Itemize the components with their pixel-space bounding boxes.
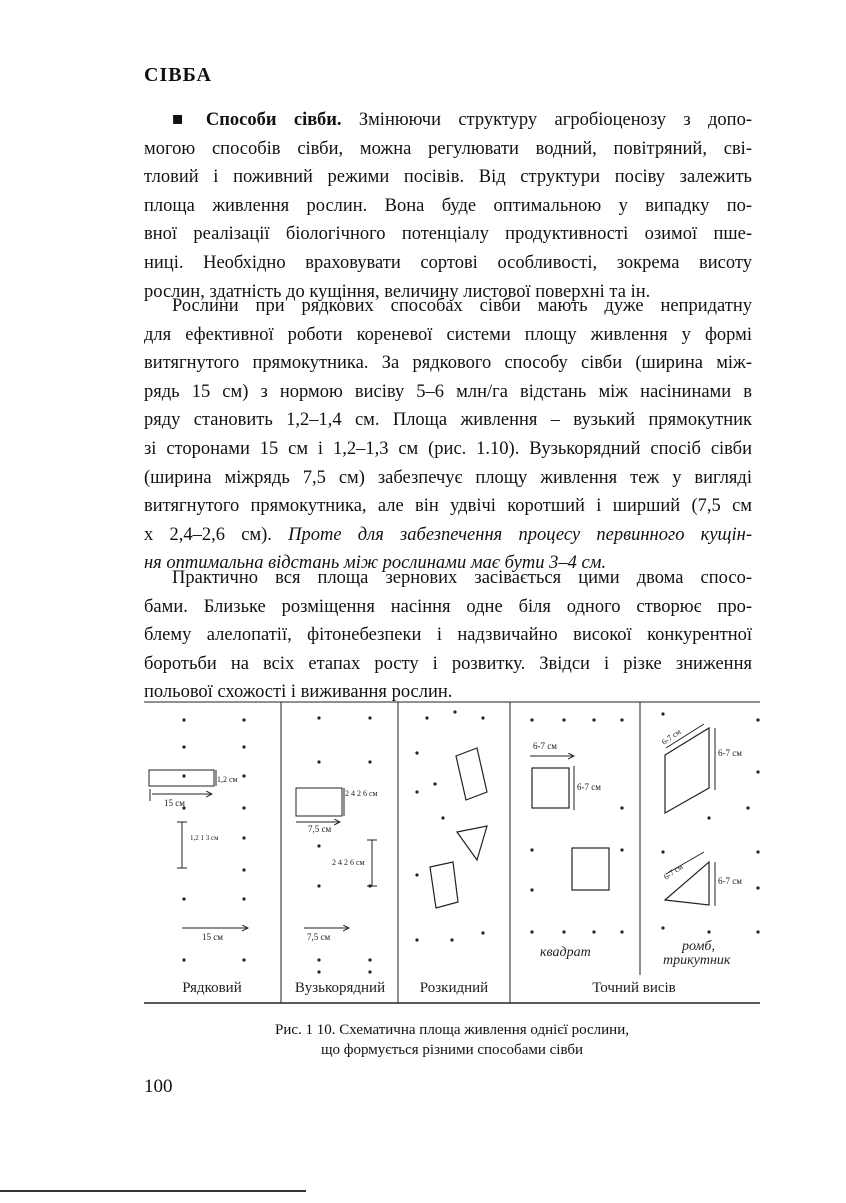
paragraph2-line: ряду становить 1,2–1,4 см. Площа живлення – вузький прямокутник (144, 410, 752, 431)
paragraph2-line-10: ня оптимальна відстань між рослинами має бути 3–4 см. (144, 553, 607, 574)
narrow-width-label: 7,5 см (308, 824, 332, 834)
paragraph3-line: польової схожості і виживання рослин. (144, 682, 453, 703)
paragraph3-line: бами. Близьке розміщення насіння одне біля одного створює про- (144, 596, 752, 617)
figure-caption (144, 1020, 760, 1060)
paragraph1-line: ниці. Необхідно враховувати сортові особливості, зокрема висоту (144, 252, 752, 273)
section-title: СІВБА (144, 64, 212, 86)
square-feeding-area (532, 768, 569, 808)
bold-lead: Способи сівби. (205, 110, 342, 130)
column-label-narrow-row: Вузькорядний (294, 980, 386, 996)
row-feeding-rectangle (149, 770, 214, 786)
paragraph1-line: площа живлення рослин. Вона буде оптимальною у випадку по- (144, 195, 752, 216)
broadcast-feeding-quad (430, 862, 458, 908)
rhomb-vertical-label: 6-7 см (718, 748, 742, 758)
column-label-row: Рядковий (182, 980, 242, 996)
paragraph3-line: блему алелопатії, фітонебезпеки і надзвичайно високої конкурентної (144, 625, 752, 646)
column-label-precision: Точний висів (592, 980, 676, 996)
caption-line-2: що формується різними способами сівби (321, 1042, 583, 1058)
caption-line-1: Рис. 1 10. Схематична площа живлення однієї рослини, (275, 1022, 629, 1038)
narrow-feeding-rectangle (296, 788, 342, 816)
square-top-width-label: 6-7 см (533, 741, 557, 751)
paragraph-allelopathy (144, 564, 752, 707)
paragraph2-line: (ширина міжрядь 7,5 см) забезпечує площу живлення теж у вигляді (144, 467, 752, 488)
page-number: 100 (144, 1076, 173, 1097)
paragraph-sowing-methods (144, 106, 752, 306)
paragraph2-line: витягнутого прямокутника. За рядкового способу сівби (ширина між- (144, 353, 752, 374)
figure-feeding-area-schemes (144, 700, 760, 1010)
figure-svg (144, 700, 760, 1010)
narrow-bottom-width-label: 7,5 см (307, 932, 331, 942)
paragraph2-line: рядь 15 см) з нормою висіву 5–6 млн/га відстань між насінинами в (144, 381, 752, 402)
broadcast-feeding-polygon (456, 748, 487, 800)
narrow-gap-label: 2 4 2 6 см (345, 789, 378, 798)
row-gap-vertical-text: 1,2 1 3 см (190, 834, 219, 842)
paragraph2-line: Рослини при рядкових способах сівби мають дуже непридатну (172, 296, 752, 316)
broadcast-feeding-triangle (457, 826, 487, 860)
paragraph-row-sowing (144, 292, 752, 578)
row-bottom-width-label: 15 см (202, 932, 223, 942)
rhomb-diag-label: 6-7 см (659, 727, 683, 747)
paragraph1-line: могою способів сівби, можна регулювати водний, повітряний, сві- (144, 138, 752, 159)
row-gap-vertical-label (190, 834, 219, 842)
paragraph2-line-9-plain: х 2,4–2,6 см). (144, 524, 289, 545)
triangle-vertical-label: 6-7 см (718, 876, 742, 886)
paragraph1-line-1 (144, 106, 752, 135)
paragraph2-line: зі сторонами 15 см і 1,2–1,3 см (рис. 1.10). Вузькорядний спосіб сівби (144, 438, 752, 459)
bullet-square-icon: ■ (172, 110, 196, 130)
square-side-label: 6-7 см (577, 782, 601, 792)
square-feeding-area (572, 848, 609, 890)
paragraph1-line: вної реалізації біологічного потенціалу продуктивності озимої пше- (144, 224, 752, 245)
paragraph3-line: боротьби на всіх етапах росту і розвитку. Звідси і різке зниження (144, 653, 752, 674)
column-label-broadcast: Розкидний (419, 980, 489, 996)
paragraph1-line-1-rest: Змінюючи структуру агробіоценозу з допо- (341, 110, 752, 130)
rhomb-name-label: ромб, (682, 939, 715, 954)
paragraph2-line-9 (144, 521, 752, 550)
paragraph2-line-9-italic: Проте для забезпечення процесу первинного кущін- (288, 524, 752, 545)
paragraph1-line: тловий і поживний режими посівів. Від структури посіву залежить (144, 167, 752, 188)
narrow-gap-vertical-label: 2 4 2 6 см (332, 858, 365, 867)
triangle-name-label: трикутник (663, 953, 731, 968)
row-width-label: 15 см (164, 798, 185, 808)
footer-rule (0, 1190, 306, 1192)
precision-rhomb-scheme (661, 712, 759, 933)
paragraph3-line: Практично вся площа зернових засівається цими двома спосо- (172, 568, 752, 588)
square-name-label: квадрат (540, 945, 591, 960)
paragraph2-line: для ефективної роботи кореневої системи площу живлення у формі (144, 324, 752, 345)
row-seed-gap-label: 1,2 см (217, 775, 238, 784)
paragraph2-line: витягнутого прямокутника, але він удвічі коротший і ширший (7,5 см (144, 496, 752, 517)
paragraph1-line: рослин, здатність до кущіння, величину листової поверхні та ін. (144, 281, 651, 302)
broadcast-scheme (415, 710, 484, 941)
triangle-diag-label: 6-7 см (661, 862, 685, 882)
